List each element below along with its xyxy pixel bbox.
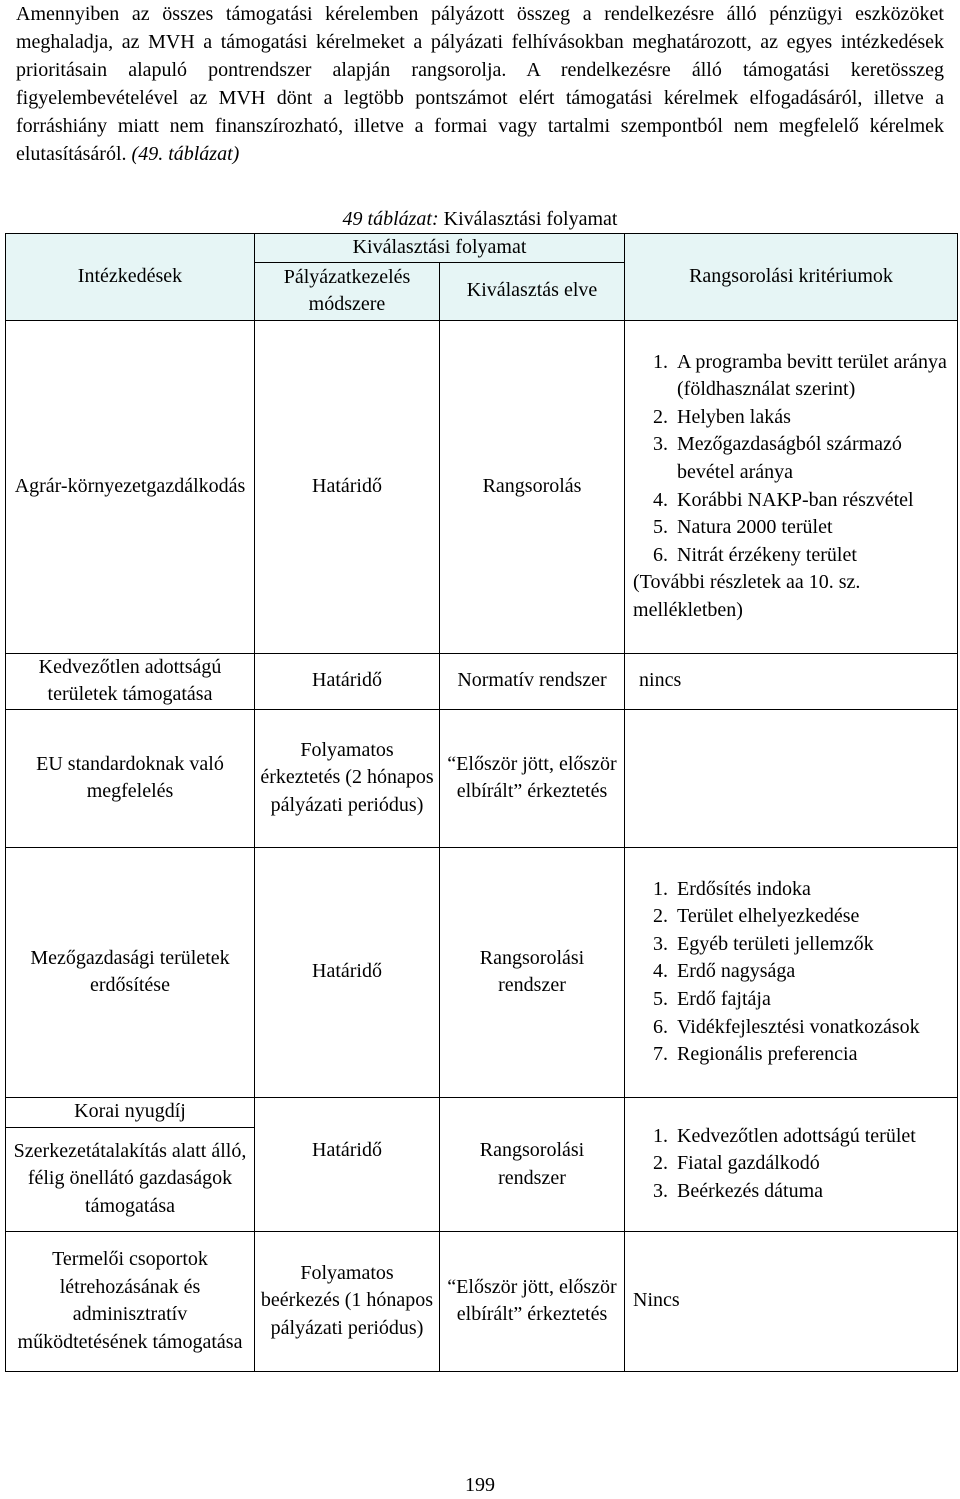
intro-text: Amennyiben az összes támogatási kérelemben pályázott összeg a rendelkezésre álló pénzügyi eszközöket meghaladja, az MVH a támogatási kérelmeket a pályázati felhívásokban meghatározott, az egyes intézkedések prioritásain alapuló pontrendszer alapján rangsorolja. A rendelkezésre álló támogatási keretösszeg figyelembevételével az MVH dönt a legtöbb pontszámot elért támogatási kérelmek elfogadásáról, illetve a forráshiány miatt nem finanszírozható, illetve a formai vagy tartalmi szempontból nem megfelelő kérelmek elutasításáról. — [16, 3, 944, 165]
method-cell: Határidő — [255, 320, 440, 653]
measure-cell: Kedvezőtlen adottságú területek támogatása — [6, 653, 255, 709]
criteria-list — [629, 1123, 953, 1206]
criteria-cell — [625, 1097, 958, 1231]
principle-cell: Rangsorolás — [440, 320, 625, 653]
selection-process-table — [5, 233, 958, 1372]
criteria-cell: Nincs — [625, 1231, 958, 1371]
criteria-item: 4. Erdő nagysága — [673, 958, 953, 986]
criteria-item: 2. Helyben lakás — [673, 404, 953, 432]
principle-cell — [440, 1097, 625, 1127]
principle-cell: Normatív rendszer — [440, 653, 625, 709]
criteria-item: 2. Fiatal gazdálkodó — [673, 1150, 953, 1178]
method-cell: Határidő — [255, 1127, 440, 1231]
intro-paragraph — [16, 0, 944, 168]
principle-cell: Rangsorolási rendszer — [440, 1127, 625, 1231]
measure-cell: Korai nyugdíj — [6, 1097, 255, 1127]
criteria-cell: nincs — [625, 653, 958, 709]
caption-number: 49 táblázat: — [342, 208, 439, 230]
header-kivalasztas-elve: Kiválasztás elve — [440, 262, 625, 320]
page-number: 199 — [465, 1474, 495, 1496]
criteria-item: 1. Erdősítés indoka — [673, 876, 953, 904]
intro-table-reference: (49. táblázat) — [131, 143, 240, 165]
principle-cell: Rangsorolási rendszer — [440, 847, 625, 1097]
criteria-item: 3. Egyéb területi jellemzők — [673, 931, 953, 959]
criteria-item: 1. A programba bevitt terület aránya (földhasználat szerint) — [673, 349, 953, 404]
measure-cell: Mezőgazdasági területek erdősítése — [6, 847, 255, 1097]
criteria-cell — [625, 709, 958, 847]
method-cell: Határidő — [255, 847, 440, 1097]
measure-cell: Agrár-környezetgazdálkodás — [6, 320, 255, 653]
criteria-item: 5. Erdő fajtája — [673, 986, 953, 1014]
criteria-item: 3. Beérkezés dátuma — [673, 1178, 953, 1206]
principle-cell: “Először jött, először elbírált” érkeztetés — [440, 1231, 625, 1371]
criteria-item: 4. Korábbi NAKP-ban részvétel — [673, 487, 953, 515]
method-cell: Folyamatos beérkezés (1 hónapos pályázati periódus) — [255, 1231, 440, 1371]
criteria-cell — [625, 320, 958, 653]
criteria-item: 5. Natura 2000 terület — [673, 514, 953, 542]
criteria-list — [629, 876, 953, 1069]
criteria-item: 2. Terület elhelyezkedése — [673, 903, 953, 931]
method-cell: Határidő — [255, 653, 440, 709]
criteria-note: (További részletek aa 10. sz. mellékletben) — [633, 571, 861, 621]
criteria-cell — [625, 847, 958, 1097]
measure-cell: Szerkezetátalakítás alatt álló, félig önellátó gazdaságok támogatása — [6, 1127, 255, 1231]
header-intezkedesek: Intézkedések — [6, 234, 255, 321]
principle-cell: “Először jött, először elbírált” érkeztetés — [440, 709, 625, 847]
method-cell — [255, 1097, 440, 1127]
measure-cell: EU standardoknak való megfelelés — [6, 709, 255, 847]
method-cell: Folyamatos érkeztetés (2 hónapos pályázati periódus) — [255, 709, 440, 847]
measure-cell: Termelői csoportok létrehozásának és adminisztratív működtetésének támogatása — [6, 1231, 255, 1371]
header-rangsorolasi-kriteriumok: Rangsorolási kritériumok — [625, 234, 958, 321]
caption-title: Kiválasztási folyamat — [443, 208, 618, 230]
criteria-item: 3. Mezőgazdaságból származó bevétel aránya — [673, 431, 953, 486]
header-kivalasztasi-folyamat: Kiválasztási folyamat — [255, 234, 625, 263]
criteria-item: 1. Kedvezőtlen adottságú terület — [673, 1123, 953, 1151]
criteria-item: 7. Regionális preferencia — [673, 1041, 953, 1069]
criteria-item: 6. Vidékfejlesztési vonatkozások — [673, 1014, 953, 1042]
criteria-item: 6. Nitrát érzékeny terület — [673, 542, 953, 570]
table-caption — [0, 206, 960, 232]
criteria-list — [629, 349, 953, 570]
header-palyazatkezeles-modszere: Pályázatkezelés módszere — [255, 262, 440, 320]
